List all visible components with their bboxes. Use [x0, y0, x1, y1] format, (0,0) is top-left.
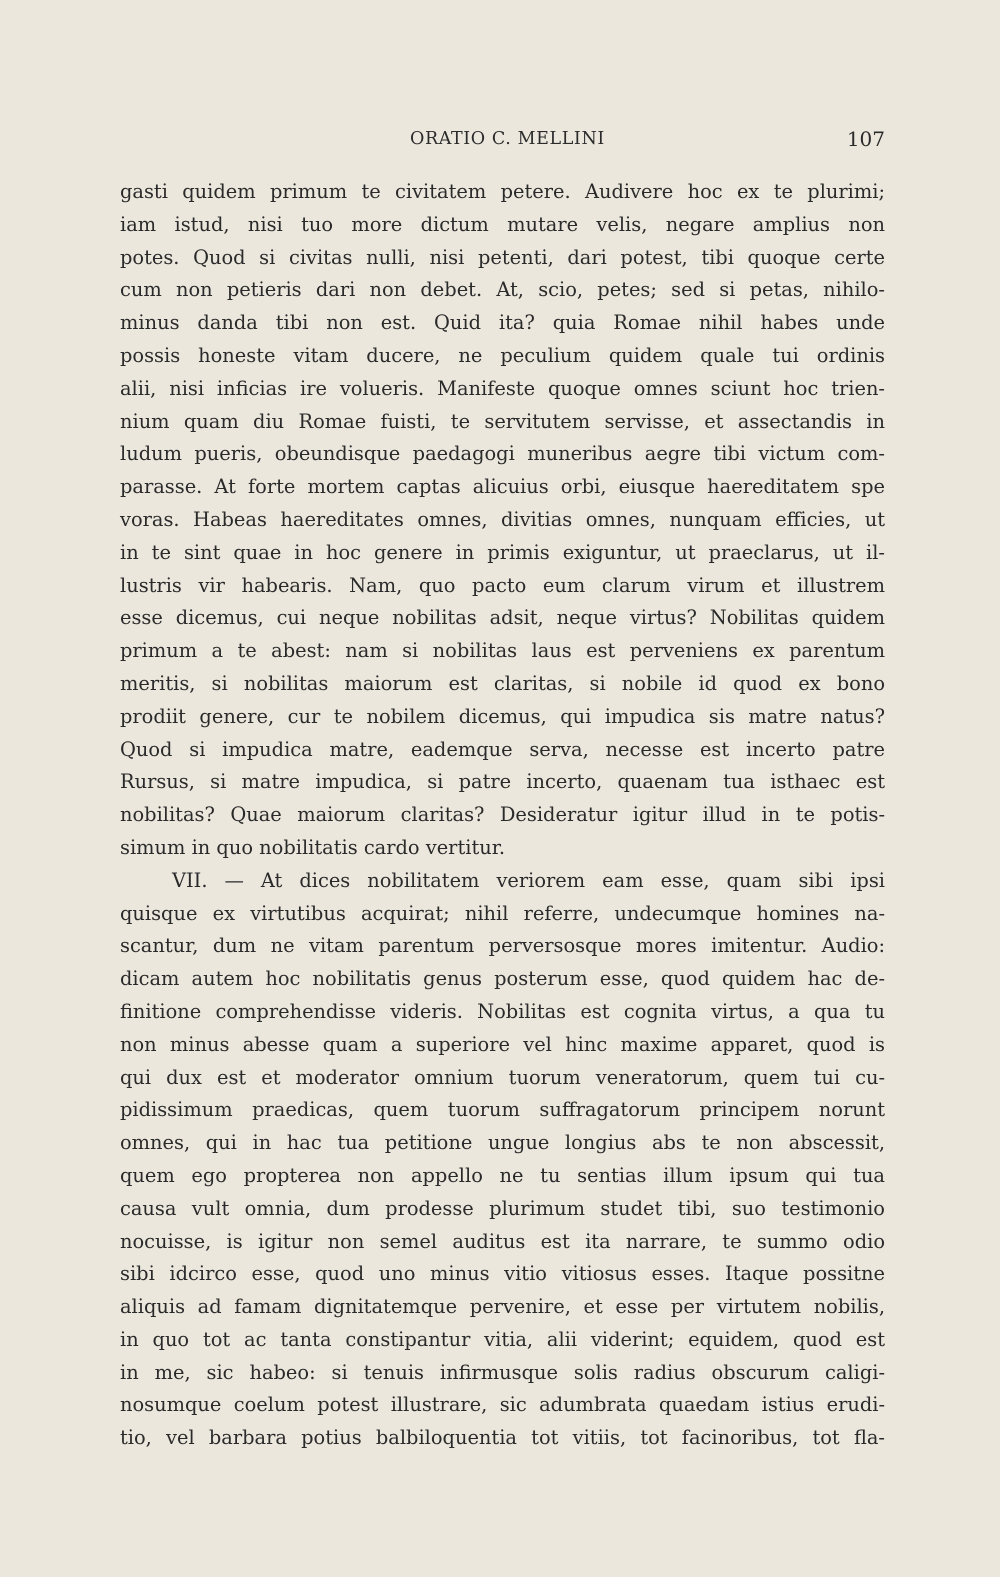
text-line: non minus abesse quam a superiore vel hinc maxime apparet, quod is: [120, 1032, 885, 1056]
text-line: omnes, qui in hac tua petitione ungue longius abs te non abscessit,: [120, 1131, 885, 1155]
text-line: quisque ex virtutibus acquirat; nihil referre, undecumque homines na-: [120, 901, 885, 925]
text-line: esse dicemus, cui neque nobilitas adsit, neque virtus? Nobilitas quidem: [120, 606, 885, 630]
body-text: [120, 176, 885, 1455]
text-line: voras. Habeas haereditates omnes, divitias omnes, nunquam efficies, ut: [120, 507, 885, 531]
text-line: cum non petieris dari non debet. At, scio, petes; sed si petas, nihilo-: [120, 278, 885, 302]
paragraph-end-line: simum in quo nobilitatis cardo vertitur.: [120, 835, 506, 859]
page-header: [120, 127, 885, 157]
text-line: minus danda tibi non est. Quid ita? quia Romae nihil habes unde: [120, 311, 885, 335]
text-line: nosumque coelum potest illustrare, sic adumbrata quaedam istius erudi-: [120, 1393, 885, 1417]
text-line: sibi idcirco esse, quod uno minus vitio vitiosus esses. Itaque possitne: [120, 1262, 885, 1286]
text-line: potes. Quod si civitas nulli, nisi petenti, dari potest, tibi quoque certe: [120, 245, 885, 269]
running-head: ORATIO C. MELLINI: [410, 129, 605, 149]
text-line: scantur, dum ne vitam parentum perversosque mores imitentur. Audio:: [120, 934, 885, 958]
text-line: finitione comprehendisse videris. Nobilitas est cognita virtus, a qua tu: [120, 999, 885, 1023]
text-line: quem ego propterea non appello ne tu sentias illum ipsum qui tua: [120, 1163, 885, 1187]
text-line: iam istud, nisi tuo more dictum mutare velis, negare amplius non: [120, 212, 885, 236]
text-line: ludum pueris, obeundisque paedagogi muneribus aegre tibi victum com-: [120, 442, 885, 466]
text-line: alii, nisi inficias ire volueris. Manifeste quoque omnes sciunt hoc trien-: [120, 376, 885, 400]
text-line: in me, sic habeo: si tenuis infirmusque solis radius obscurum caligi-: [120, 1360, 885, 1384]
text-line: in te sint quae in hoc genere in primis exiguntur, ut praeclarus, ut il-: [120, 540, 885, 564]
text-line: in quo tot ac tanta constipantur vitia, alii viderint; equidem, quod est: [120, 1327, 885, 1351]
text-line: nium quam diu Romae fuisti, te servitutem servisse, et assectandis in: [120, 409, 885, 433]
text-line: causa vult omnia, dum prodesse plurimum studet tibi, suo testimonio: [120, 1196, 885, 1220]
text-line: qui dux est et moderator omnium tuorum veneratorum, quem tui cu-: [120, 1065, 885, 1089]
text-line: prodiit genere, cur te nobilem dicemus, qui impudica sis matre natus?: [120, 704, 885, 728]
text-line: gasti quidem primum te civitatem petere. Audivere hoc ex te plurimi;: [120, 180, 885, 203]
text-line: dicam autem hoc nobilitatis genus posterum esse, quod quidem hac de-: [120, 967, 885, 991]
text-line: pidissimum praedicas, quem tuorum suffragatorum principem norunt: [120, 1098, 885, 1122]
text-line: primum a te abest: nam si nobilitas laus est perveniens ex parentum: [120, 639, 885, 663]
section-heading-line: VII. — At dices nobilitatem veriorem eam esse, quam sibi ipsi: [172, 868, 885, 892]
text-line: lustris vir habearis. Nam, quo pacto eum clarum virum et illustrem: [120, 573, 885, 597]
text-line: meritis, si nobilitas maiorum est claritas, si nobile id quod ex bono: [120, 671, 885, 695]
text-line: nobilitas? Quae maiorum claritas? Desideratur igitur illud in te potis-: [120, 803, 885, 827]
text-line: parasse. At forte mortem captas alicuius orbi, eiusque haereditatem spe: [120, 475, 885, 499]
text-line: Rursus, si matre impudica, si patre incerto, quaenam tua isthaec est: [120, 770, 885, 794]
text-line: possis honeste vitam ducere, ne peculium quidem quale tui ordinis: [120, 343, 885, 367]
text-line: nocuisse, is igitur non semel auditus est ita narrare, te summo odio: [120, 1229, 885, 1253]
page-number: 107: [846, 127, 885, 151]
text-line: Quod si impudica matre, eademque serva, necesse est incerto patre: [120, 737, 885, 761]
text-line: tio, vel barbara potius balbiloquentia tot vitiis, tot facinoribus, tot fla-: [120, 1426, 885, 1450]
text-line: aliquis ad famam dignitatemque pervenire, et esse per virtutem nobilis,: [120, 1295, 885, 1319]
